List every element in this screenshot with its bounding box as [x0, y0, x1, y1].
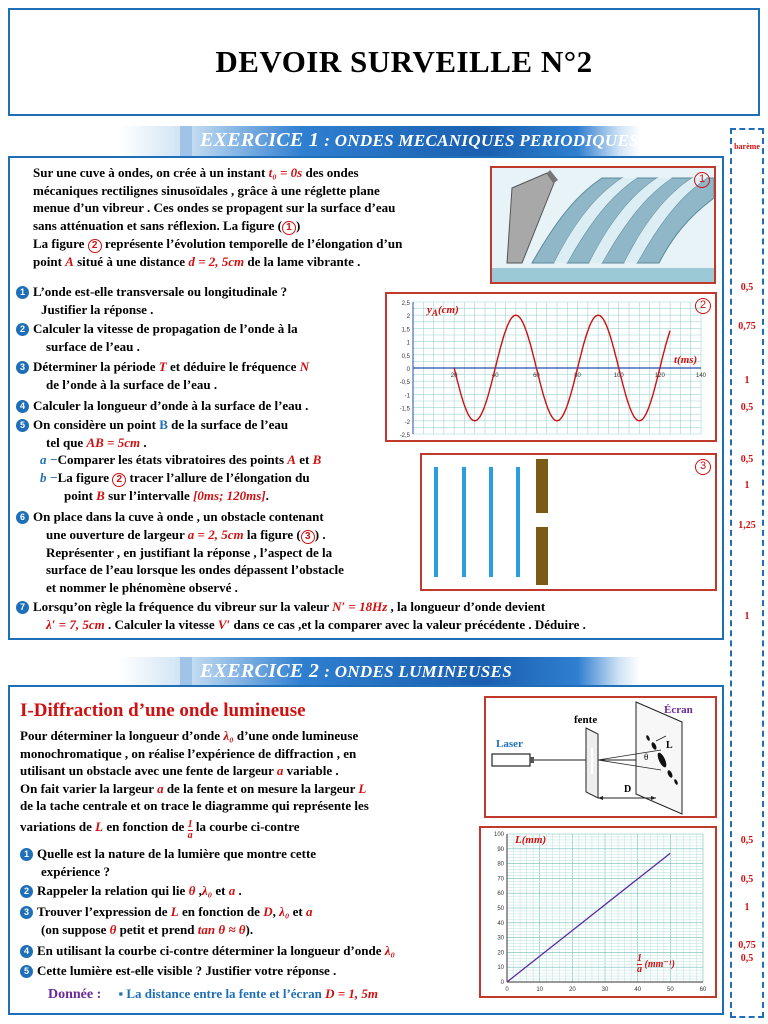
question-text: Rappeler la relation qui lie: [37, 883, 189, 898]
question-text: Cette lumière est-elle visible ? Justifier votre réponse .: [37, 963, 337, 978]
bareme-value: 0,75: [738, 940, 756, 951]
question-text: et: [289, 904, 306, 919]
ylabel-symbol: y: [427, 304, 432, 316]
point-A: A: [287, 452, 296, 467]
figure-ref: 3: [301, 530, 315, 544]
question-number-5: 5: [16, 419, 29, 432]
question-text: en fonction de: [178, 904, 264, 919]
x-tick-label: 0: [505, 987, 509, 993]
wavefront-line: [489, 467, 493, 577]
theta: θ: [188, 883, 196, 898]
figure-ref: 2: [112, 473, 126, 487]
question-number-4: 4: [20, 945, 33, 958]
distance-D: D: [263, 904, 273, 919]
x-tick-label: 60: [533, 373, 540, 379]
intro-text: sans atténuation et sans réflexion. La figure (: [33, 217, 282, 233]
point-B: B: [96, 487, 105, 503]
D-label: D: [624, 784, 632, 795]
x-tick-label: 60: [699, 987, 707, 993]
ex2-question-3: [20, 903, 470, 938]
ylabel-unit: (cm): [438, 304, 459, 316]
intro-text: menue d’un vibreur . Ces ondes se propagent sur la surface d’eau: [33, 200, 396, 215]
intro-text: d’une onde lumineuse: [233, 728, 359, 743]
intro-text: monochromatique , on réalise l’expérience de diffraction , en: [20, 745, 357, 761]
question-text: et nommer le phénomène observé .: [46, 579, 238, 595]
exercise1-title: : ONDES MECANIQUES PERIODIQUES: [324, 131, 639, 150]
question-text: La figure: [57, 469, 113, 485]
time-interval: [0ms; 120ms]: [193, 487, 266, 503]
question-number-4: 4: [16, 400, 29, 413]
theta: θ: [109, 921, 117, 937]
bareme-value: 1: [744, 480, 750, 491]
linear-plot: [481, 828, 715, 996]
L-vs-inverse-a-graph: [479, 826, 717, 998]
y-tick-label: 2: [406, 314, 410, 321]
t0-value: t₀ = 0s: [268, 165, 303, 180]
exercise2-banner: [120, 657, 640, 687]
bareme-value: 0,5: [740, 402, 754, 413]
subquestion-b: b −: [40, 469, 58, 485]
y-tick-label: 20: [497, 950, 504, 957]
slit-width-a: a: [306, 904, 313, 919]
question-text: de la surface de l’eau: [167, 417, 289, 432]
bullet: ▪: [118, 986, 124, 1001]
fraction-numerator: 1: [187, 818, 193, 830]
diffraction-setup-figure: [484, 696, 717, 818]
figure3-label: 3: [695, 459, 711, 475]
x-tick-label: 40: [634, 987, 642, 993]
question-text: ,: [195, 883, 202, 898]
question-text: L’onde est-elle transversale ou longitudinale ?: [33, 284, 288, 299]
y-tick-label: 1,5: [401, 327, 410, 334]
question-text: Représenter , en justifiant la réponse , l’aspect de la: [46, 544, 333, 560]
question-number-6: 6: [16, 511, 29, 524]
y-tick-label: 70: [497, 876, 504, 883]
question-text: Quelle est la nature de la lumière que montre cette: [37, 846, 317, 861]
exercise1-banner: [120, 126, 640, 156]
question-text: Calculer la longueur d’onde à la surface de l’eau .: [33, 398, 309, 413]
y-tick-label: 90: [497, 846, 504, 853]
speed-V-prime: V′: [217, 616, 231, 632]
question-text: surface de l’eau lorsque les ondes dépassent l’obstacle: [46, 562, 344, 577]
wavelength-prime: λ′ = 7, 5cm: [46, 616, 105, 632]
bareme-value: 1: [744, 375, 750, 386]
lambda0: λ₀: [384, 943, 396, 958]
xlabel-denominator: a: [637, 964, 642, 975]
y-tick-label: -0,5: [399, 380, 410, 387]
question-number-1: 1: [20, 848, 33, 861]
y-tick-label: 60: [497, 891, 504, 898]
intro-text: représente l’évolution temporelle de l’élongation d’un: [101, 235, 403, 251]
distance-D-value: D = 1, 5m: [325, 986, 378, 1001]
ex2-question-4: [20, 942, 490, 960]
question-text: petit et prend: [116, 921, 198, 937]
question-text: Justifier la réponse .: [41, 301, 154, 317]
slit-width-a: a: [157, 780, 164, 796]
question-number-1: 1: [16, 286, 29, 299]
figure-ref: 2: [88, 239, 102, 253]
figure2-label: 2: [695, 298, 711, 314]
x-tick-label: 40: [491, 373, 499, 379]
ex1-question-4: [16, 397, 386, 415]
question-text: On place dans la cuve à onde , un obstacle contenant: [33, 509, 324, 524]
question-text: . Calculer la vitesse: [104, 616, 218, 632]
bareme-column: [730, 128, 764, 1018]
x-tick-label: 120: [654, 373, 665, 379]
question-text: dans ce cas ,et la comparer avec la valeur précédente . Déduire .: [230, 616, 586, 632]
figure2-elongation-graph: [385, 292, 717, 442]
distance-d: d = 2, 5cm: [188, 253, 245, 269]
exercise1-number: EXERCICE 1: [200, 129, 320, 151]
y-tick-label: 0: [500, 980, 504, 986]
obstacle-upper: [536, 459, 548, 513]
aperture-a: a = 2, 5cm: [187, 526, 244, 542]
figure1-ripple-tank: [490, 166, 716, 284]
intro-text: La figure: [33, 235, 88, 251]
intro-text: en fonction de: [103, 818, 188, 834]
question-text: et: [295, 452, 313, 467]
question-number-7: 7: [16, 601, 29, 614]
x-tick-label: 10: [536, 987, 544, 993]
point-B: B: [312, 452, 322, 467]
bareme-value: 1: [744, 611, 750, 622]
given-text: La distance entre la fente et l’écran: [126, 986, 326, 1001]
bareme-value: 0,5: [740, 454, 754, 465]
x-tick-label: 100: [613, 373, 624, 379]
ex2-question-1: [20, 845, 470, 880]
period-T: T: [158, 359, 167, 374]
figure3-obstacle: [420, 453, 717, 591]
question-text: Lorsqu’on règle la fréquence du vibreur sur la valeur: [33, 599, 333, 614]
question-number-5: 5: [20, 965, 33, 978]
lambda0: λ₀: [201, 883, 213, 898]
y-tick-label: 0: [406, 367, 410, 373]
xlabel-unit: (mm⁻¹): [644, 958, 675, 970]
figure1-label: 1: [694, 172, 710, 188]
exercise2-number: EXERCICE 2: [200, 660, 320, 682]
graph2-ylabel: L(mm): [515, 834, 547, 846]
question-text: une ouverture de largeur: [46, 526, 188, 542]
ex2-question-5: [20, 962, 470, 980]
bareme-value: 0,5: [740, 282, 754, 293]
question-text: expérience ?: [41, 863, 110, 879]
bareme-value: 0,5: [740, 835, 754, 846]
question-number-2: 2: [16, 323, 29, 336]
y-tick-label: 50: [497, 906, 504, 912]
question-text: , la longueur d’onde devient: [387, 599, 546, 614]
lambda0: λ₀: [279, 904, 290, 919]
bareme-value: 0,5: [740, 874, 754, 885]
ex1-question-6: [16, 508, 416, 596]
question-text: sur l’intervalle: [104, 487, 194, 503]
y-tick-label: 1: [406, 340, 410, 347]
question-text: Calculer la vitesse de propagation de l’onde à la: [33, 321, 298, 336]
question-text: ).: [245, 921, 254, 937]
intro-text: de la lame vibrante .: [244, 253, 361, 269]
y-tick-label: 100: [493, 832, 504, 838]
intro-text: utilisant un obstacle avec une fente de largeur: [20, 763, 277, 778]
question-text: Déterminer la période: [33, 359, 159, 374]
xlabel-numerator: 1: [637, 953, 642, 964]
frequency-N-prime: N′ = 18Hz: [332, 599, 388, 614]
small-angle-approx: tan θ ≈ θ: [197, 921, 246, 937]
intro-text: variable .: [283, 763, 339, 778]
y-tick-label: 30: [497, 935, 504, 942]
graph2-xlabel: [637, 954, 675, 975]
ex2-question-2: [20, 882, 470, 900]
question-text: et déduire le fréquence: [166, 359, 300, 374]
question-text: tracer l’allure de l’élongation du: [126, 469, 310, 485]
bareme-label: barème: [734, 142, 760, 151]
wavefront-line: [462, 467, 466, 577]
question-text: Trouver l’expression de: [37, 904, 171, 919]
ex1-question-5: [16, 416, 416, 504]
question-number-3: 3: [20, 906, 33, 919]
y-tick-label: 40: [497, 920, 504, 927]
question-text: .: [140, 434, 147, 450]
question-text: ) .: [314, 526, 326, 542]
point-B: B: [159, 417, 168, 432]
y-tick-label: 10: [497, 965, 504, 972]
question-text: et: [212, 883, 229, 898]
screen-label: Écran: [664, 704, 693, 716]
question-number-3: 3: [16, 361, 29, 374]
y-tick-label: 80: [497, 861, 504, 868]
subquestion-a: a −: [40, 452, 58, 467]
ex1-question-3: [16, 358, 391, 393]
L-label: L: [666, 740, 673, 751]
question-number-2: 2: [20, 885, 33, 898]
figure2-ylabel: [427, 304, 459, 318]
y-tick-label: -2,5: [399, 433, 410, 439]
x-tick-label: 80: [574, 373, 581, 379]
question-text: En utilisant la courbe ci-contre déterminer la longueur d’onde: [37, 943, 385, 958]
slit-width-a: a: [276, 763, 284, 778]
ex1-question-1: [16, 283, 386, 318]
question-text: surface de l’eau .: [46, 338, 140, 354]
distance-AB: AB = 5cm: [86, 434, 141, 450]
y-tick-label: -1,5: [399, 406, 410, 413]
question-text: tel que: [46, 434, 87, 450]
obstacle-lower: [536, 527, 548, 585]
y-tick-label: 2,5: [401, 301, 410, 307]
title-box: [8, 8, 760, 116]
y-tick-label: 0,5: [401, 353, 410, 360]
central-width-L: L: [95, 818, 104, 834]
exercise1-intro: [33, 164, 493, 270]
intro-text: de la fente et on mesure la largeur: [163, 780, 359, 796]
question-text: point: [64, 487, 97, 503]
intro-text: variations de: [20, 818, 96, 834]
intro-text: Sur une cuve à ondes, on crée à un instant: [33, 165, 269, 180]
wavefront-line: [516, 467, 520, 577]
bareme-value: 1,25: [738, 520, 756, 531]
intro-text: situé à une distance: [73, 253, 189, 269]
given-label: Donnée :: [48, 987, 102, 1002]
laser-label: Laser: [496, 738, 523, 750]
ex2-given-data: [48, 985, 488, 1004]
figure2-xlabel: t(ms): [674, 354, 698, 366]
question-text: .: [235, 883, 242, 898]
x-tick-label: 20: [568, 987, 576, 993]
intro-text: On fait varier la largeur: [20, 780, 158, 796]
point-A: A: [65, 253, 74, 269]
question-text: la figure (: [243, 526, 301, 542]
ex2-subtitle: I-Diffraction d’une onde lumineuse: [20, 700, 306, 721]
y-tick-label: -2: [404, 419, 410, 426]
exercise2-title: : ONDES LUMINEUSES: [324, 662, 512, 681]
x-tick-label: 30: [601, 987, 609, 993]
intro-text: Pour déterminer la longueur d’onde: [20, 728, 224, 743]
slit-width-a: a: [228, 883, 236, 898]
slit-label: fente: [574, 714, 598, 726]
x-tick-label: 20: [450, 373, 458, 379]
question-text: On considère un point: [33, 417, 160, 432]
frequency-N: N: [299, 359, 310, 374]
intro-text: des ondes: [302, 165, 359, 180]
lambda0: λ₀: [223, 728, 234, 743]
ylabel-subscript: A: [431, 308, 438, 319]
ex2-intro: [20, 727, 480, 841]
question-text: .: [265, 487, 269, 503]
x-tick-label: 50: [666, 987, 674, 993]
x-tick-label: 140: [695, 373, 707, 379]
ripple-tank-illustration: [492, 168, 714, 282]
bareme-value: 0,5: [740, 953, 754, 964]
wavefront-line: [434, 467, 438, 577]
intro-text: point: [33, 253, 66, 269]
page-title: DEVOIR SURVEILLE N°2: [215, 44, 593, 79]
question-text: de l’onde à la surface de l’eau .: [46, 376, 218, 392]
question-text: Comparer les états vibratoires des points: [57, 452, 288, 467]
fraction-denominator: a: [187, 829, 193, 841]
central-width-L: L: [358, 780, 367, 796]
ex1-question-2: [16, 320, 386, 355]
bareme-value: 0,75: [738, 321, 756, 332]
question-text: (on suppose: [41, 921, 110, 937]
ex1-question-7: [16, 598, 721, 633]
y-tick-label: -1: [404, 393, 410, 400]
question-text: ,: [272, 904, 280, 919]
intro-text: mécaniques rectilignes sinusoïdales , grâce à une réglette plane: [33, 182, 380, 198]
intro-text: ): [295, 217, 301, 233]
intro-text: la courbe ci-contre: [192, 818, 300, 834]
figure-ref: 1: [282, 221, 296, 235]
central-width-L: L: [170, 904, 179, 919]
bareme-value: 1: [744, 902, 750, 913]
theta-label: θ: [644, 752, 649, 762]
intro-text: de la tache centrale et on trace le diagramme qui représente les: [20, 798, 369, 813]
